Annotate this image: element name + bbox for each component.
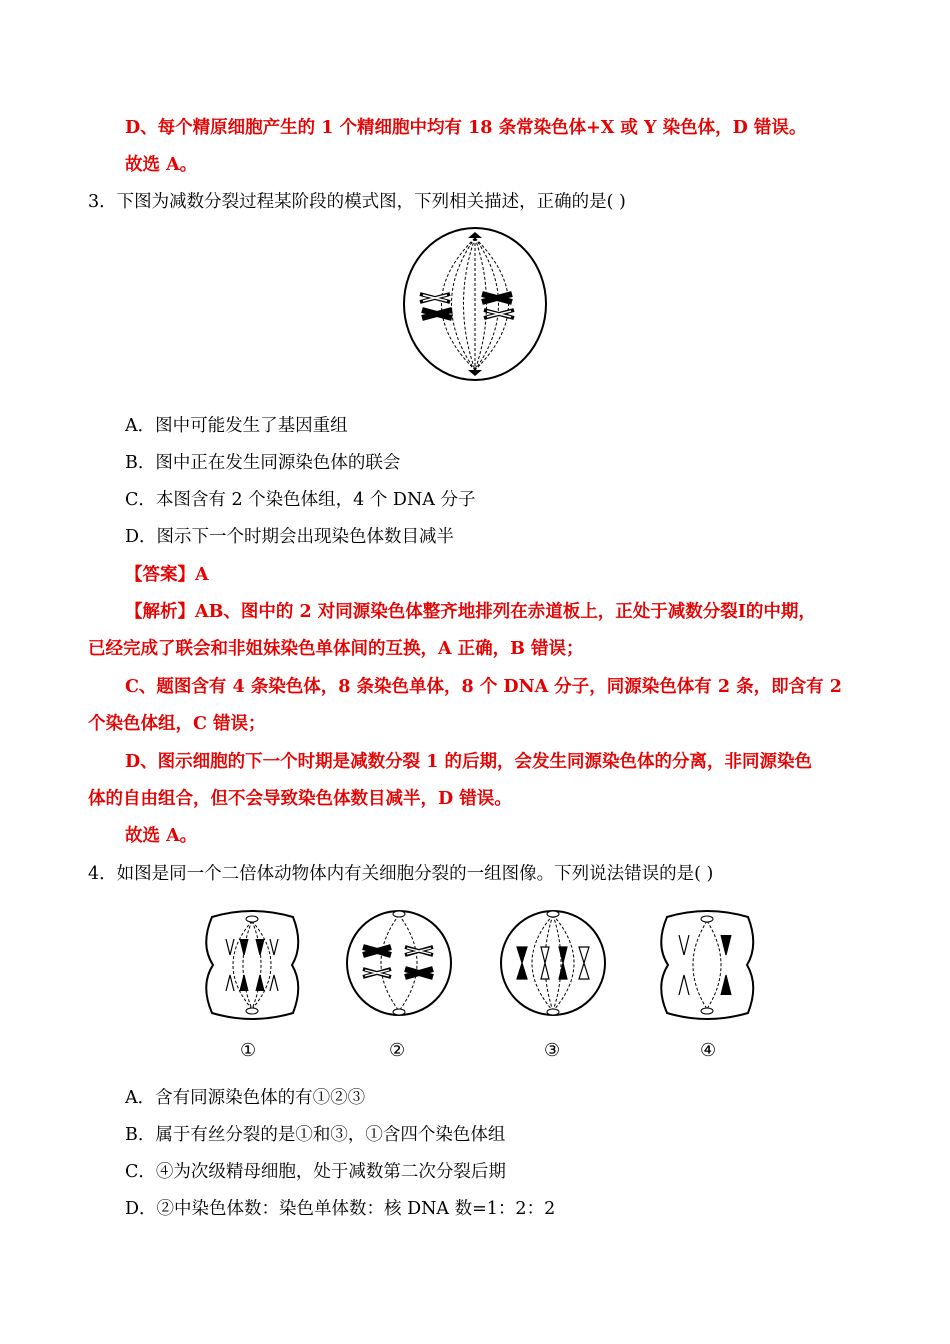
q3-option-c: C．本图含有 2 个染色体组，4 个 DNA 分子 <box>125 490 476 510</box>
q3-analysis-line: 【解析】AB、图中的 2 对同源染色体整齐地排列在赤道板上，正处于减数分裂Ⅰ的中期， <box>125 602 816 622</box>
q4-option-b: B．属于有丝分裂的是①和③，①含四个染色体组 <box>125 1125 506 1145</box>
q3-conclusion: 故选 A。 <box>125 826 198 846</box>
q3-analysis-line: 已经完成了联会和非姐妹染色单体间的互换，A 正确，B 错误； <box>88 639 584 659</box>
prev-option-d-explanation: D、每个精原细胞产生的 1 个精细胞中均有 18 条常染色体+X 或 Y 染色体，D 错误。 <box>125 118 807 138</box>
q4-option-c: C．④为次级精母细胞，处于减数第二次分裂后期 <box>125 1162 506 1182</box>
q4-figure-label-4: ④ <box>700 1040 717 1061</box>
q3-option-d: D．图示下一个时期会出现染色体数目减半 <box>125 527 455 547</box>
q4-cell-figure-2 <box>343 905 455 1020</box>
q3-analysis-line: D、图示细胞的下一个时期是减数分裂 1 的后期，会发生同源染色体的分离，非同源染色 <box>125 752 813 772</box>
q3-meiosis-figure <box>400 224 550 384</box>
q3-analysis-line: C、题图含有 4 条染色体，8 条染色单体，8 个 DNA 分子，同源染色体有 2 条，即含有 2 <box>125 677 842 697</box>
q4-figure-label-2: ② <box>389 1040 406 1061</box>
q4-figure-label-1: ① <box>240 1040 257 1061</box>
q3-analysis-line: 个染色体组，C 错误； <box>88 714 266 734</box>
prev-conclusion: 故选 A。 <box>125 155 198 175</box>
q4-stem: 4．如图是同一个二倍体动物体内有关细胞分裂的一组图像。下列说法错误的是( ) <box>88 864 714 884</box>
q3-option-b: B．图中正在发生同源染色体的联会 <box>125 453 401 473</box>
q4-figure-label-3: ③ <box>544 1040 561 1061</box>
q3-analysis-line: 体的自由组合，但不会导致染色体数目减半，D 错误。 <box>88 789 512 809</box>
q4-option-a: A．含有同源染色体的有①②③ <box>125 1088 366 1108</box>
q4-option-d: D．②中染色体数：染色单体数：核 DNA 数=1：2：2 <box>125 1199 556 1219</box>
q4-cell-figure-4 <box>655 905 760 1025</box>
q3-option-a: A．图中可能发生了基因重组 <box>125 416 348 436</box>
q4-cell-figure-3 <box>497 905 609 1020</box>
q4-cell-figure-1 <box>200 905 305 1025</box>
q3-stem: 3．下图为减数分裂过程某阶段的模式图，下列相关描述，正确的是( ) <box>88 192 626 212</box>
q3-answer: 【答案】A <box>125 565 209 585</box>
